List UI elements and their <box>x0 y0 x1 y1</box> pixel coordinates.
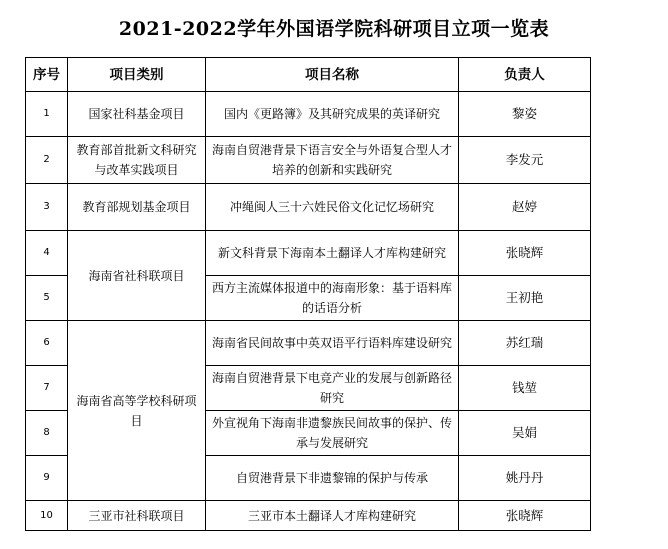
row-number: 2 <box>26 137 68 184</box>
row-leader: 吴娟 <box>459 411 591 456</box>
row-leader: 黎姿 <box>459 92 591 137</box>
row-project-name: 国内《更路簿》及其研究成果的英译研究 <box>206 92 459 137</box>
row-leader: 钱堃 <box>459 366 591 411</box>
project-table <box>25 57 591 531</box>
row-project-name: 冲绳闽人三十六姓民俗文化记忆场研究 <box>206 184 459 231</box>
header-no: 序号 <box>26 58 68 92</box>
row-number: 3 <box>26 184 68 231</box>
table-row <box>26 92 591 137</box>
row-leader: 张晓辉 <box>459 501 591 531</box>
row-number: 8 <box>26 411 68 456</box>
row-category: 国家社科基金项目 <box>68 92 206 137</box>
row-number: 9 <box>26 456 68 501</box>
row-number: 10 <box>26 501 68 531</box>
table-header-row <box>26 58 591 92</box>
row-category: 教育部首批新文科研究与改革实践项目 <box>68 137 206 184</box>
row-leader: 赵婷 <box>459 184 591 231</box>
table-row <box>26 137 591 184</box>
table-row <box>26 501 591 531</box>
row-category: 海南省社科联项目 <box>68 231 206 321</box>
row-leader: 姚丹丹 <box>459 456 591 501</box>
header-leader: 负责人 <box>459 58 591 92</box>
table-row <box>26 184 591 231</box>
row-project-name: 自贸港背景下非遗黎锦的保护与传承 <box>206 456 459 501</box>
row-number: 1 <box>26 92 68 137</box>
row-project-name: 新文科背景下海南本土翻译人才库构建研究 <box>206 231 459 276</box>
page-title: 2021-2022学年外国语学院科研项目立项一览表 <box>118 18 550 40</box>
row-project-name: 海南自贸港背景下电竞产业的发展与创新路径研究 <box>206 366 459 411</box>
row-category: 三亚市社科联项目 <box>68 501 206 531</box>
row-number: 4 <box>26 231 68 276</box>
header-name: 项目名称 <box>206 58 459 92</box>
row-leader: 李发元 <box>459 137 591 184</box>
row-number: 5 <box>26 276 68 321</box>
row-project-name: 海南省民间故事中英双语平行语料库建设研究 <box>206 321 459 366</box>
header-category: 项目类别 <box>68 58 206 92</box>
table-row <box>26 231 591 276</box>
row-category: 海南省高等学校科研项目 <box>68 321 206 501</box>
row-number: 6 <box>26 321 68 366</box>
row-project-name: 三亚市本土翻译人才库构建研究 <box>206 501 459 531</box>
row-project-name: 海南自贸港背景下语言安全与外语复合型人才培养的创新和实践研究 <box>206 137 459 184</box>
row-leader: 张晓辉 <box>459 231 591 276</box>
row-category: 教育部规划基金项目 <box>68 184 206 231</box>
row-leader: 王初艳 <box>459 276 591 321</box>
table-row <box>26 321 591 366</box>
row-leader: 苏红瑞 <box>459 321 591 366</box>
row-project-name: 西方主流媒体报道中的海南形象：基于语料库的话语分析 <box>206 276 459 321</box>
row-project-name: 外宣视角下海南非遗黎族民间故事的保护、传承与发展研究 <box>206 411 459 456</box>
row-number: 7 <box>26 366 68 411</box>
